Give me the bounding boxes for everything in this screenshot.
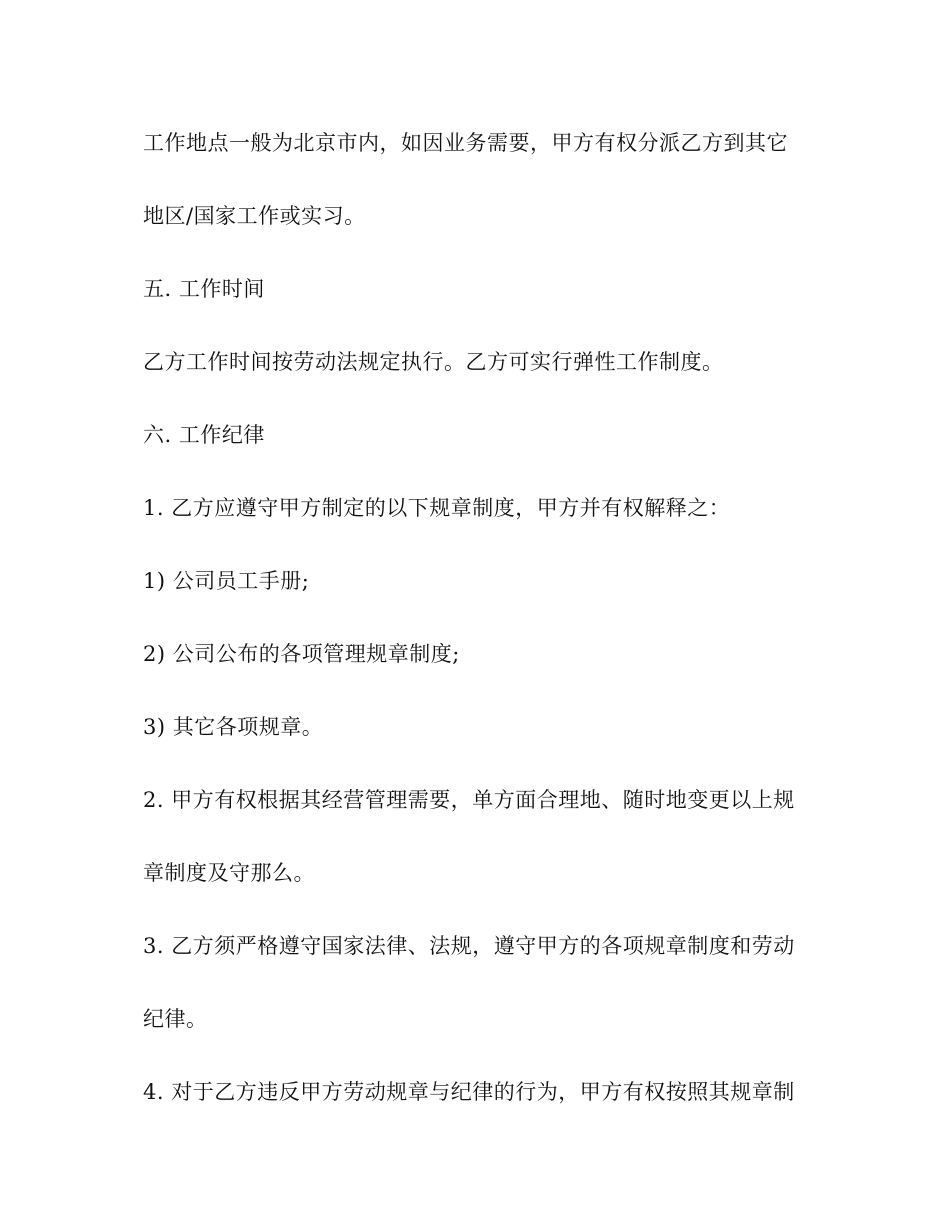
text-line: 纪律。 bbox=[143, 1007, 208, 1031]
text-line: 章制度及守那么。 bbox=[143, 861, 315, 885]
list-item: 3) 其它各项规章。 bbox=[143, 715, 324, 739]
list-item: 2) 公司公布的各项管理规章制度; bbox=[143, 642, 460, 666]
text-line: 2. 甲方有权根据其经营管理需要，单方面合理地、随时地变更以上规 bbox=[143, 788, 795, 812]
text-line: 3. 乙方须严格遵守国家法律、法规，遵守甲方的各项规章制度和劳动 bbox=[143, 934, 795, 958]
text-line: 工作地点一般为北京市内，如因业务需要，甲方有权分派乙方到其它 bbox=[143, 131, 788, 155]
text-line: 乙方工作时间按劳动法规定执行。乙方可实行弹性工作制度。 bbox=[143, 350, 724, 374]
text-line: 4. 对于乙方违反甲方劳动规章与纪律的行为，甲方有权按照其规章制 bbox=[143, 1080, 795, 1104]
text-line: 1. 乙方应遵守甲方制定的以下规章制度，甲方并有权解释之： bbox=[143, 496, 731, 520]
text-line: 地区/国家工作或实习。 bbox=[143, 204, 366, 228]
list-item: 1) 公司员工手册; bbox=[143, 569, 310, 593]
section-heading: 六. 工作纪律 bbox=[143, 423, 265, 447]
section-heading: 五. 工作时间 bbox=[143, 277, 265, 301]
